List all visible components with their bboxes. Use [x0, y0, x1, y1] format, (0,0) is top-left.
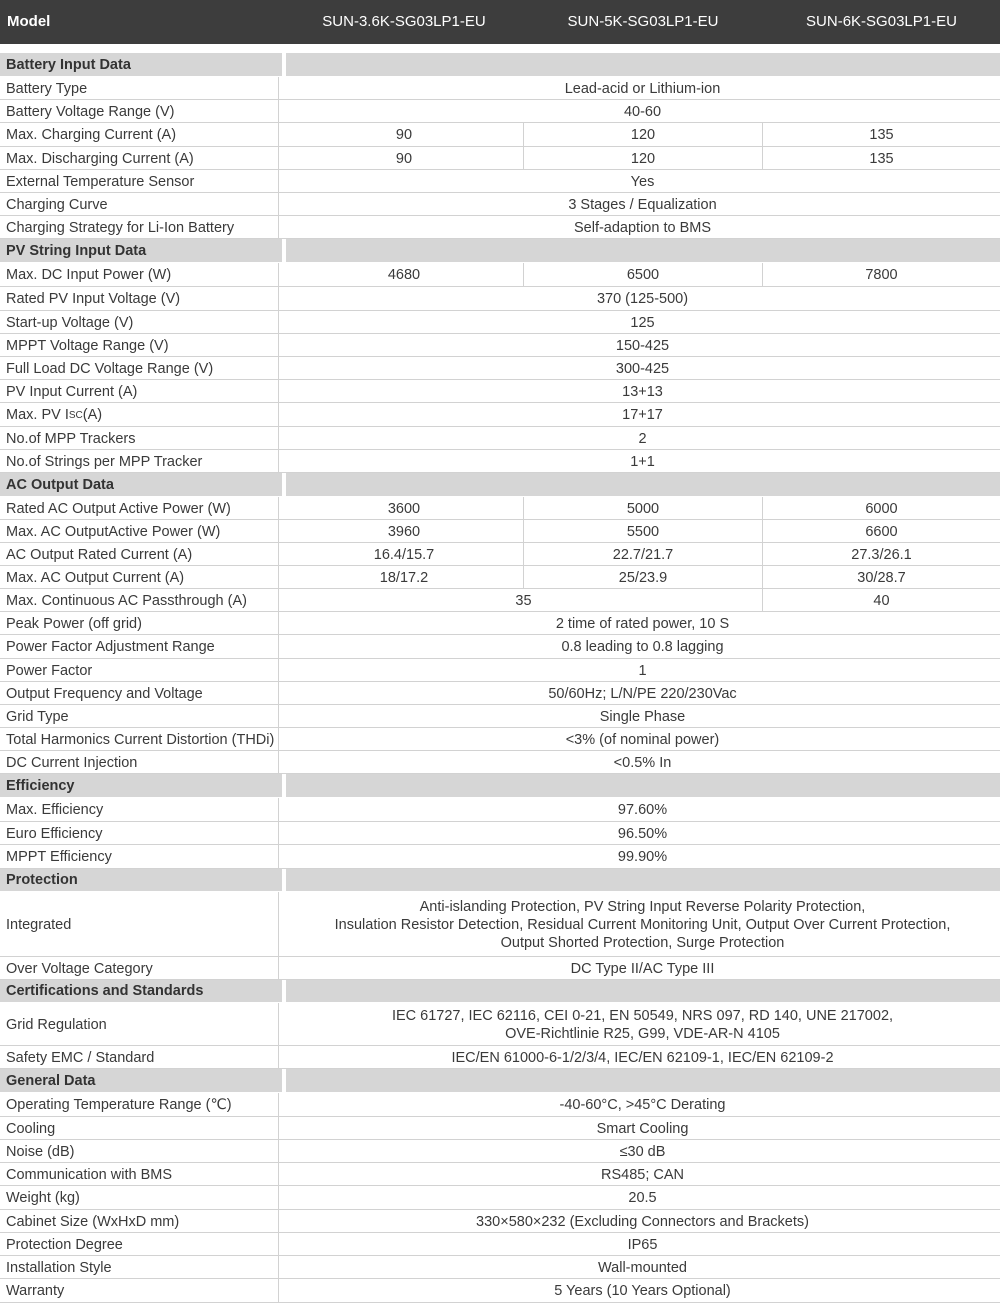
spec-row: [0, 1256, 1000, 1279]
spec-label: Max. Charging Current (A): [0, 123, 279, 147]
spec-value: 3 Stages / Equalization: [568, 196, 717, 213]
spec-value-line: Insulation Resistor Detection, Residual Current Monitoring Unit, Output Over Current Protection,: [334, 916, 951, 933]
spec-label: Max. Continuous AC Passthrough (A): [0, 589, 279, 612]
spec-label: Warranty: [0, 1279, 279, 1303]
spec-label: Protection Degree: [0, 1233, 279, 1256]
spec-value: Single Phase: [599, 708, 686, 725]
spec-label: Max. AC OutputActive Power (W): [0, 520, 279, 543]
spec-row: [0, 147, 1000, 170]
spec-label: Cabinet Size (WxHxD mm): [0, 1210, 279, 1233]
spec-value: 135: [869, 127, 894, 143]
spec-value: 97.60%: [617, 802, 668, 818]
spec-label: Cooling: [0, 1117, 279, 1140]
spec-row: [0, 1233, 1000, 1256]
spec-value: 30/28.7: [857, 569, 906, 586]
spec-label: Euro Efficiency: [0, 822, 279, 845]
spec-value: 2 time of rated power, 10 S: [555, 615, 730, 632]
spec-label: Max. Discharging Current (A): [0, 147, 279, 170]
spec-label: Power Factor Adjustment Range: [0, 635, 279, 659]
spec-value: <0.5% In: [613, 754, 672, 771]
spec-label: Max. DC Input Power (W): [0, 263, 279, 287]
spec-row: [0, 1046, 1000, 1069]
spec-label: Battery Type: [0, 77, 279, 100]
spec-label: Safety EMC / Standard: [0, 1046, 279, 1069]
spec-row: [0, 1210, 1000, 1233]
spec-value: 1+1: [630, 453, 655, 470]
spec-label: Over Voltage Category: [0, 957, 279, 980]
spec-label: Installation Style: [0, 1256, 279, 1279]
spec-value: 5500: [524, 520, 763, 543]
spec-value: 7800: [865, 267, 898, 283]
spec-label: Battery Voltage Range (V): [0, 100, 279, 123]
spec-value: 18/17.2: [285, 566, 524, 589]
spec-label: DC Current Injection: [0, 751, 279, 774]
spec-label: MPPT Efficiency: [0, 845, 279, 869]
spec-label: MPPT Voltage Range (V): [0, 334, 279, 357]
spec-row: [0, 1163, 1000, 1186]
section-header: [0, 473, 1000, 496]
spec-label: Total Harmonics Current Distortion (THDi): [0, 728, 279, 751]
spec-label: Integrated: [0, 892, 279, 957]
spec-row: [0, 263, 1000, 287]
section-bar: [286, 53, 1000, 76]
spec-label: Weight (kg): [0, 1186, 279, 1210]
spec-value: 22.7/21.7: [524, 543, 763, 566]
spec-value: 20.5: [628, 1190, 657, 1206]
spec-label: Max. PV I SC (A): [0, 403, 279, 427]
spec-value: 370 (125-500): [596, 291, 689, 307]
spec-row: [0, 287, 1000, 311]
section-header: [0, 1069, 1000, 1092]
section-bar: [286, 980, 1000, 1002]
spec-row: [0, 216, 1000, 239]
spec-row: [0, 193, 1000, 216]
spec-row: [0, 1093, 1000, 1117]
spec-value: Wall-mounted: [598, 1259, 687, 1276]
spec-row: [0, 1186, 1000, 1210]
spec-value: ≤30 dB: [619, 1143, 666, 1160]
section-title: Efficiency: [0, 774, 282, 797]
spec-value: 5 Years (10 Years Optional): [554, 1283, 731, 1299]
spec-row: [0, 589, 1000, 612]
spec-value: 4680: [285, 263, 524, 287]
spec-value-line: Anti-islanding Protection, PV String Input Reverse Polarity Protection,: [419, 898, 866, 915]
spec-label: Grid Regulation: [0, 1003, 279, 1046]
spec-row: [0, 543, 1000, 566]
spec-value: 96.50%: [617, 825, 668, 842]
spec-label: Charging Strategy for Li-Ion Battery: [0, 216, 279, 239]
spec-value: [285, 1003, 1000, 1046]
spec-value: Smart Cooling: [596, 1120, 689, 1137]
section-bar: [286, 1069, 1000, 1092]
spec-row: [0, 659, 1000, 682]
spec-value: 6600: [865, 523, 898, 540]
spec-row: [0, 77, 1000, 100]
section-title: Certifications and Standards: [0, 980, 282, 1002]
spec-row: [0, 682, 1000, 705]
section-header: [0, 980, 1000, 1002]
spec-value: Yes: [630, 173, 655, 190]
spec-value: 125: [630, 314, 655, 331]
spec-value: 27.3/26.1: [851, 546, 912, 563]
spec-value: 330×580×232 (Excluding Connectors and Brackets): [476, 1213, 809, 1230]
spec-label: Output Frequency and Voltage: [0, 682, 279, 705]
spec-row: [0, 1279, 1000, 1303]
spec-label: Operating Temperature Range (℃): [0, 1093, 279, 1117]
spec-value: <3% (of nominal power): [565, 731, 720, 748]
spec-value: 300-425: [615, 360, 670, 377]
section-header: [0, 239, 1000, 262]
spec-row: [0, 311, 1000, 334]
spec-label: Grid Type: [0, 705, 279, 728]
spec-row: [0, 612, 1000, 635]
spec-row: [0, 497, 1000, 520]
section-title: PV String Input Data: [0, 239, 282, 262]
spec-label: Peak Power (off grid): [0, 612, 279, 635]
section-bar: [286, 774, 1000, 797]
spec-value: RS485; CAN: [600, 1166, 684, 1183]
spec-value: [285, 892, 1000, 957]
spec-value: 35: [285, 589, 763, 612]
spec-label: Communication with BMS: [0, 1163, 279, 1186]
spec-label: Rated AC Output Active Power (W): [0, 497, 279, 520]
spec-row: [0, 845, 1000, 869]
spec-row: [0, 957, 1000, 980]
spec-value: 40-60: [623, 103, 662, 120]
spec-row: [0, 822, 1000, 845]
spec-value: 5000: [524, 497, 763, 520]
spec-row: [0, 520, 1000, 543]
spec-row: [0, 450, 1000, 473]
spec-value: 40: [873, 592, 890, 609]
spec-label: Noise (dB): [0, 1140, 279, 1163]
spec-value: 120: [524, 147, 763, 170]
spec-label: Max. AC Output Current (A): [0, 566, 279, 589]
spec-value: Self-adaption to BMS: [573, 219, 712, 236]
spec-row: [0, 123, 1000, 147]
spec-row: [0, 403, 1000, 427]
spec-row: [0, 1003, 1000, 1046]
spec-value-line: Output Shorted Protection, Surge Protection: [500, 934, 785, 951]
spec-row: [0, 728, 1000, 751]
header-model-1: SUN-3.6K-SG03LP1-EU: [322, 13, 486, 30]
spec-row: [0, 566, 1000, 589]
spec-row: [0, 1140, 1000, 1163]
section-bar: [286, 473, 1000, 496]
spec-row: [0, 751, 1000, 774]
spec-value: 16.4/15.7: [285, 543, 524, 566]
spec-value: 6000: [865, 500, 898, 517]
spec-row: [0, 892, 1000, 957]
spec-value: 25/23.9: [524, 566, 763, 589]
spec-row: [0, 427, 1000, 450]
spec-label: Full Load DC Voltage Range (V): [0, 357, 279, 380]
spec-row: [0, 334, 1000, 357]
section-title: General Data: [0, 1069, 282, 1092]
section-header: [0, 774, 1000, 797]
table-header: [0, 0, 1000, 44]
spec-row: [0, 100, 1000, 123]
spec-value: 90: [285, 123, 524, 147]
header-model-label: Model: [7, 13, 51, 30]
spec-value: 2: [638, 430, 647, 447]
spec-label: No.of Strings per MPP Tracker: [0, 450, 279, 473]
header-model-3: SUN-6K-SG03LP1-EU: [806, 13, 957, 30]
spec-value: Lead-acid or Lithium-ion: [564, 80, 721, 97]
section-bar: [286, 869, 1000, 891]
spec-label: No.of MPP Trackers: [0, 427, 279, 450]
section-bar: [286, 239, 1000, 262]
spec-value: 3960: [285, 520, 524, 543]
section-title: Battery Input Data: [0, 53, 282, 76]
spec-value: 50/60Hz; L/N/PE 220/230Vac: [548, 685, 737, 702]
section-header: [0, 53, 1000, 76]
spec-value: 6500: [524, 263, 763, 287]
spec-value: 0.8 leading to 0.8 lagging: [561, 639, 724, 655]
section-title: AC Output Data: [0, 473, 282, 496]
spec-value: DC Type II/AC Type III: [570, 960, 715, 977]
spec-value: 17+17: [622, 407, 663, 423]
spec-value: IEC/EN 61000-6-1/2/3/4, IEC/EN 62109-1, IEC/EN 62109-2: [451, 1049, 834, 1066]
spec-value: 150-425: [615, 337, 670, 354]
spec-label: Max. Efficiency: [0, 798, 279, 822]
spec-label: Rated PV Input Voltage (V): [0, 287, 279, 311]
spec-row: [0, 705, 1000, 728]
spec-row: [0, 357, 1000, 380]
spec-row: [0, 1117, 1000, 1140]
spec-value: 120: [524, 123, 763, 147]
spec-value: 13+13: [622, 383, 663, 400]
spec-value: -40-60°C, >45°C Derating: [559, 1097, 726, 1113]
spec-value-line: IEC 61727, IEC 62116, CEI 0-21, EN 50549, NRS 097, RD 140, UNE 217002,: [391, 1007, 894, 1024]
spec-value: 135: [869, 150, 894, 167]
spec-value: 3600: [285, 497, 524, 520]
spec-label: Power Factor: [0, 659, 279, 682]
header-model-2: SUN-5K-SG03LP1-EU: [567, 13, 719, 30]
spec-value-line: OVE-Richtlinie R25, G99, VDE-AR-N 4105: [505, 1025, 780, 1042]
spec-label: AC Output Rated Current (A): [0, 543, 279, 566]
spec-row: [0, 798, 1000, 822]
spec-row: [0, 380, 1000, 403]
spec-label: PV Input Current (A): [0, 380, 279, 403]
spec-value: 99.90%: [617, 849, 668, 865]
spec-label-subscript: SC: [68, 409, 83, 421]
spec-value: IP65: [627, 1236, 658, 1253]
section-header: [0, 869, 1000, 891]
spec-row: [0, 635, 1000, 659]
spec-value: 90: [285, 147, 524, 170]
spec-value: 1: [638, 662, 647, 679]
spec-label: External Temperature Sensor: [0, 170, 279, 193]
section-title: Protection: [0, 869, 282, 891]
spec-label: Charging Curve: [0, 193, 279, 216]
spec-row: [0, 170, 1000, 193]
spec-label: Start-up Voltage (V): [0, 311, 279, 334]
